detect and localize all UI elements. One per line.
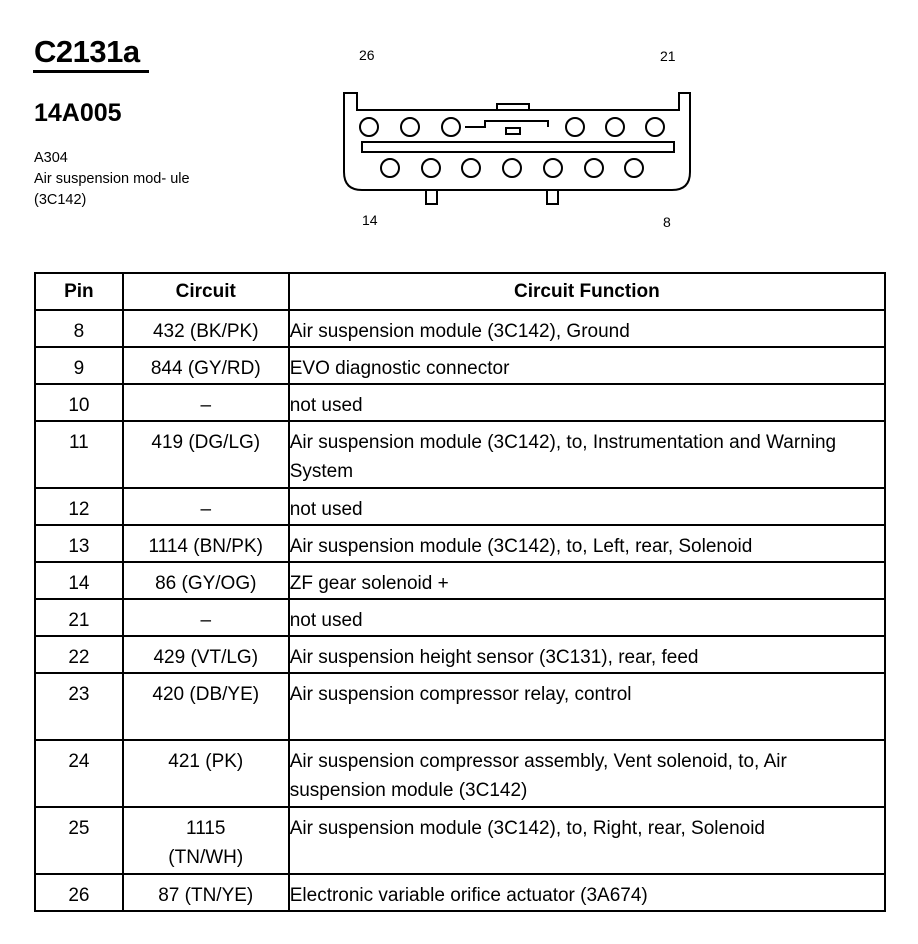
cell-circuit: 1115 (TN/WH) <box>123 807 289 874</box>
cell-function: Air suspension module (3C142), Ground <box>289 310 885 347</box>
table-row <box>35 599 885 636</box>
pin-11 <box>503 159 521 177</box>
pin-22 <box>606 118 624 136</box>
latch-left <box>426 190 437 204</box>
table-row <box>35 310 885 347</box>
cell-circuit: 429 (VT/LG) <box>123 636 289 673</box>
cell-function: Electronic variable orifice actuator (3A674) <box>289 874 885 911</box>
cell-circuit: 86 (GY/OG) <box>123 562 289 599</box>
cell-pin: 11 <box>35 421 123 488</box>
location-code: A304 <box>34 150 68 166</box>
table-row <box>35 525 885 562</box>
table-row <box>35 636 885 673</box>
cell-function: EVO diagnostic connector <box>289 347 885 384</box>
cell-pin: 21 <box>35 599 123 636</box>
pin-24 <box>442 118 460 136</box>
table-row <box>35 874 885 911</box>
table-row <box>35 673 885 740</box>
header-pin: Pin <box>35 273 123 310</box>
diagram-label-14: 14 <box>362 212 378 228</box>
table-row <box>35 421 885 488</box>
cell-circuit: – <box>123 384 289 421</box>
cell-function: not used <box>289 488 885 525</box>
cell-pin: 14 <box>35 562 123 599</box>
diagram-label-26: 26 <box>359 47 375 63</box>
pin-table <box>34 272 886 912</box>
cell-pin: 26 <box>35 874 123 911</box>
latch-right <box>547 190 558 204</box>
table-row <box>35 562 885 599</box>
connector-face-diagram <box>0 0 918 270</box>
cell-circuit: 844 (GY/RD) <box>123 347 289 384</box>
cell-circuit: – <box>123 488 289 525</box>
connector-separator-bar <box>362 142 674 152</box>
cell-function: Air suspension compressor relay, control <box>289 673 885 740</box>
cell-circuit: 432 (BK/PK) <box>123 310 289 347</box>
cell-circuit: 87 (TN/YE) <box>123 874 289 911</box>
cell-circuit: 419 (DG/LG) <box>123 421 289 488</box>
cell-pin: 24 <box>35 740 123 807</box>
header-function: Circuit Function <box>289 273 885 310</box>
cell-circuit: 421 (PK) <box>123 740 289 807</box>
part-number: 14A005 <box>34 99 122 127</box>
description-text: Air suspension mod- ule (3C142) <box>34 171 190 208</box>
cell-pin: 12 <box>35 488 123 525</box>
cell-circuit: 420 (DB/YE) <box>123 673 289 740</box>
pin-21 <box>646 118 664 136</box>
cell-function: Air suspension module (3C142), to, Left, rear, Solenoid <box>289 525 885 562</box>
header-circuit: Circuit <box>123 273 289 310</box>
cell-function: Air suspension module (3C142), to, Instrumentation and Warning System <box>289 421 885 488</box>
table-row <box>35 740 885 807</box>
cell-function: Air suspension height sensor (3C131), rear, feed <box>289 636 885 673</box>
table-header-row <box>35 273 885 310</box>
pin-9 <box>585 159 603 177</box>
cell-function: Air suspension compressor assembly, Vent solenoid, to, Air suspension module (3C142) <box>289 740 885 807</box>
table-row <box>35 488 885 525</box>
pin-13 <box>422 159 440 177</box>
cell-pin: 22 <box>35 636 123 673</box>
cell-pin: 9 <box>35 347 123 384</box>
pin-12 <box>462 159 480 177</box>
pin-26 <box>360 118 378 136</box>
pin-25 <box>401 118 419 136</box>
diagram-label-8: 8 <box>663 214 671 230</box>
pin-23 <box>566 118 584 136</box>
cell-circuit: – <box>123 599 289 636</box>
cell-function: not used <box>289 384 885 421</box>
pin-10 <box>544 159 562 177</box>
cell-pin: 10 <box>35 384 123 421</box>
diagram-label-21: 21 <box>660 48 676 64</box>
table-row <box>35 807 885 874</box>
cell-pin: 8 <box>35 310 123 347</box>
table-row <box>35 384 885 421</box>
cell-function: ZF gear solenoid + <box>289 562 885 599</box>
cell-pin: 25 <box>35 807 123 874</box>
cell-pin: 13 <box>35 525 123 562</box>
pin-14 <box>381 159 399 177</box>
cell-pin: 23 <box>35 673 123 740</box>
connector-title: C2131a <box>34 34 140 69</box>
table-row <box>35 347 885 384</box>
cell-function: Air suspension module (3C142), to, Right, rear, Solenoid <box>289 807 885 874</box>
pin-8 <box>625 159 643 177</box>
cell-circuit: 1114 (BN/PK) <box>123 525 289 562</box>
cell-function: not used <box>289 599 885 636</box>
